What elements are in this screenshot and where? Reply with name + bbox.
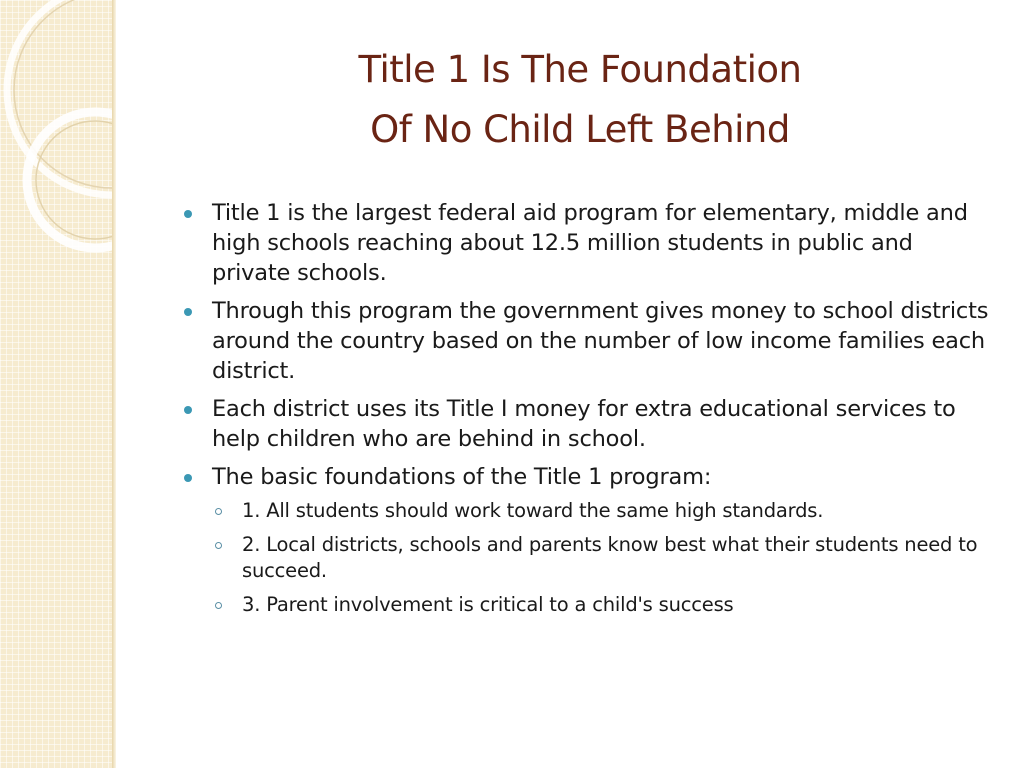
- bullet-item: [180, 198, 995, 288]
- bullet-text: Each district uses its Title I money for extra educational services to help children who are behind in school.: [212, 396, 956, 452]
- bullet-text: Through this program the government gives money to school districts around the country based on the number of low income families each district.: [212, 298, 989, 384]
- hollow-circle-bullet-icon: [215, 602, 222, 609]
- bullet-text: The basic foundations of the Title 1 program:: [212, 464, 712, 490]
- decorative-rings-icon: [0, 0, 112, 768]
- bullet-item: [180, 296, 995, 386]
- sub-bullet-item: [212, 498, 995, 524]
- slide-content: [180, 198, 995, 626]
- sub-bullet-text: 3. Parent involvement is critical to a child's success: [242, 593, 734, 616]
- sub-bullet-text: 2. Local districts, schools and parents know best what their students need to succeed.: [242, 533, 978, 582]
- sub-bullet-item: [212, 532, 995, 584]
- bullet-item: [180, 394, 995, 454]
- sub-bullet-item: [212, 592, 995, 618]
- sub-bullet-list: [212, 498, 995, 618]
- bullet-dot-icon: [184, 406, 192, 414]
- bullet-item: [180, 462, 995, 618]
- title-line-2: Of No Child Left Behind: [370, 108, 790, 151]
- bullet-text: Title 1 is the largest federal aid program for elementary, middle and high schools reaching about 12.5 million students in public and private schools.: [212, 200, 968, 286]
- side-panel-edge: [112, 0, 116, 768]
- hollow-circle-bullet-icon: [215, 542, 222, 549]
- slide-title: [160, 40, 1000, 160]
- hollow-circle-bullet-icon: [215, 508, 222, 515]
- title-line-1: Title 1 Is The Foundation: [358, 48, 802, 91]
- bullet-list: [180, 198, 995, 618]
- sub-bullet-text: 1. All students should work toward the same high standards.: [242, 499, 824, 522]
- bullet-dot-icon: [184, 308, 192, 316]
- bullet-dot-icon: [184, 210, 192, 218]
- decorative-side-panel: [0, 0, 112, 768]
- bullet-dot-icon: [184, 474, 192, 482]
